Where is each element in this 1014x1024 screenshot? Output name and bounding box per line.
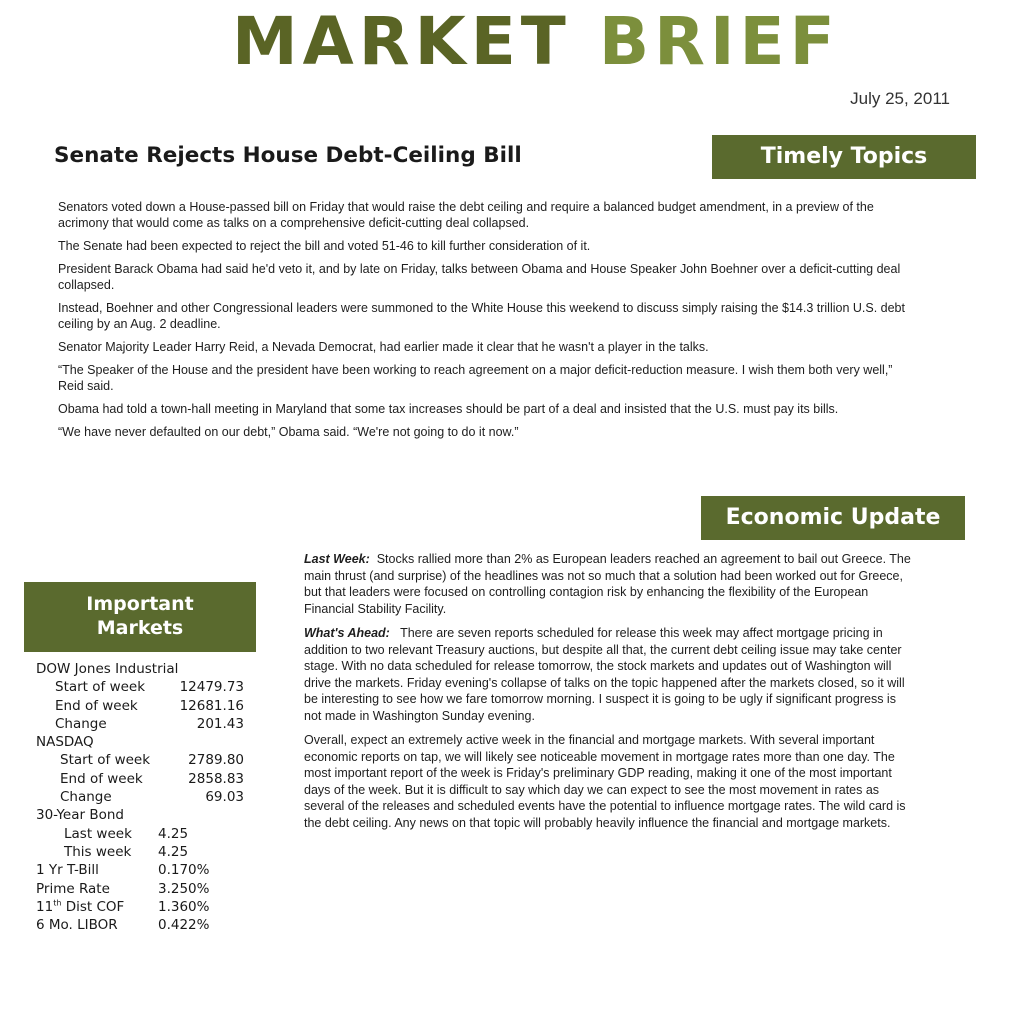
article-paragraph: The Senate had been expected to reject the bill and voted 51-46 to kill further consideration of it. [58, 239, 591, 253]
issue-date: July 25, 2011 [850, 89, 950, 108]
overall-paragraph: Overall, expect an extremely active week in the financial and mortgage markets. With several important economic reports on tap, we will likely see noticeable movement in mortgage rates more than one day. The most important report of the week is Friday's preliminary GDP reading, making it one of the most important days of the week. But it is difficult to say which day we can expect to see the most movement in rates as several of the releases and scheduled events have the potential to influence mortgage rates. The wild card is the debt ceiling. Any news on that topic will probably heavily influence the financial and mortgage markets. [304, 733, 906, 830]
libor-label: 6 Mo. LIBOR [36, 917, 118, 934]
markets-table [36, 660, 276, 934]
libor-row [36, 916, 276, 934]
cof-row [36, 898, 276, 916]
bond-last-label: Last week [64, 825, 132, 842]
last-week-paragraph [304, 551, 916, 617]
masthead-word-market: MARKET [232, 3, 571, 80]
dow-label: DOW Jones Industrial [36, 661, 179, 677]
last-week-text: Stocks rallied more than 2% as European leaders reached an agreement to bail out Greece. The main thrust (and surprise) of the headlines was not so much that a solution had been worked out for Greece, but that leaders were focused on controlling contagion risk by enhancing the flexibility of the European Financial Stability Facility. [304, 552, 911, 616]
bond-label: 30-Year Bond [36, 807, 124, 824]
dow-change-row [36, 715, 276, 733]
bond-this-label: This week [64, 843, 132, 860]
nasdaq-label: NASDAQ [36, 734, 94, 751]
prime-rate-label: Prime Rate [36, 880, 110, 897]
nasdaq-change-value: 69.03 [205, 789, 244, 806]
dow-start-value: 12479.73 [179, 679, 244, 696]
nasdaq-header-row [36, 733, 276, 751]
libor-value: 0.422% [158, 917, 210, 934]
nasdaq-change-row [36, 788, 276, 806]
article-paragraph: “The Speaker of the House and the president have been working to reach agreement on a major deficit-reduction measure. I wish them both very well,” Reid said. [58, 363, 893, 393]
bond-last-value: 4.25 [158, 825, 189, 842]
prime-rate-row [36, 880, 276, 898]
article-paragraph: Instead, Boehner and other Congressional leaders were summoned to the White House this weekend to discuss simply raising the $14.3 trillion U.S. debt ceiling by an Aug. 2 deadline. [58, 301, 905, 331]
dow-end-value: 12681.16 [179, 697, 244, 714]
article-paragraph: “We have never defaulted on our debt,” Obama said. “We're not going to do it now.” [58, 425, 519, 439]
timely-topics-banner: Timely Topics [712, 135, 976, 179]
whats-ahead-text: There are seven reports scheduled for release this week may affect mortgage pricing in addition to two relevant Treasury auctions, but despite all that, the current debt ceiling issue may take center stage. With no data scheduled for release tomorrow, the stock markets and updates out of Washington will drive the markets. Friday evening's collapse of talks on the topic happened after the markets closed, so it will be interesting to see how we fare tomorrow morning. I suspect it is going to be ugly if significant progress is not made in Washington Sunday evening. [304, 626, 905, 723]
article-body [58, 199, 914, 447]
masthead-title [232, 2, 840, 82]
bond-header-row [36, 806, 276, 824]
article-headline: Senate Rejects House Debt-Ceiling Bill [54, 143, 522, 168]
nasdaq-start-label: Start of week [60, 752, 151, 769]
bond-last-row [36, 825, 276, 843]
tbill-row [36, 861, 276, 879]
nasdaq-end-row [36, 770, 276, 788]
last-week-label: Last Week: [304, 552, 370, 566]
important-markets-title-line1: Important [86, 593, 194, 615]
cof-label-suffix: th [53, 898, 62, 908]
economic-update-body [304, 551, 916, 839]
article-paragraph: Senators voted down a House-passed bill on Friday that would raise the debt ceiling and require a balanced budget amendment, in a preview of the acrimony that would come as talks on a comprehensive deficit-cutting deal collapsed. [58, 200, 874, 230]
article-paragraph: Obama had told a town-hall meeting in Maryland that some tax increases should be part of a deal and insisted that the U.S. must pay its bills. [58, 402, 839, 416]
tbill-value: 0.170% [158, 862, 210, 879]
nasdaq-start-value: 2789.80 [188, 752, 244, 769]
prime-rate-value: 3.250% [158, 880, 210, 897]
cof-value: 1.360% [158, 898, 210, 915]
important-markets-title-line2: Markets [96, 617, 184, 639]
nasdaq-change-label: Change [60, 789, 112, 806]
dow-header-row [36, 660, 276, 678]
whats-ahead-paragraph [304, 625, 916, 724]
dow-start-row [36, 678, 276, 696]
dow-end-row [36, 697, 276, 715]
cof-label-number: 11 [36, 898, 54, 915]
dow-start-label: Start of week [55, 679, 146, 696]
nasdaq-start-row [36, 751, 276, 769]
tbill-label: 1 Yr T-Bill [36, 862, 99, 879]
dow-change-label: Change [55, 715, 107, 732]
article-paragraph: Senator Majority Leader Harry Reid, a Nevada Democrat, had earlier made it clear that he wasn't a player in the talks. [58, 340, 709, 354]
dow-change-value: 201.43 [196, 715, 244, 732]
cof-label [36, 898, 124, 916]
nasdaq-end-value: 2858.83 [188, 770, 244, 787]
bond-this-row [36, 843, 276, 861]
dow-end-label: End of week [55, 697, 138, 714]
masthead-word-brief: BRIEF [598, 3, 840, 80]
cof-label-text: Dist COF [61, 898, 125, 915]
article-paragraph: President Barack Obama had said he'd veto it, and by late on Friday, talks between Obama and House Speaker John Boehner over a deficit-cutting deal collapsed. [58, 262, 901, 292]
whats-ahead-label: What's Ahead: [304, 626, 390, 640]
important-markets-banner [24, 582, 256, 652]
bond-this-value: 4.25 [158, 843, 189, 860]
economic-update-banner: Economic Update [701, 496, 965, 540]
nasdaq-end-label: End of week [60, 770, 143, 787]
